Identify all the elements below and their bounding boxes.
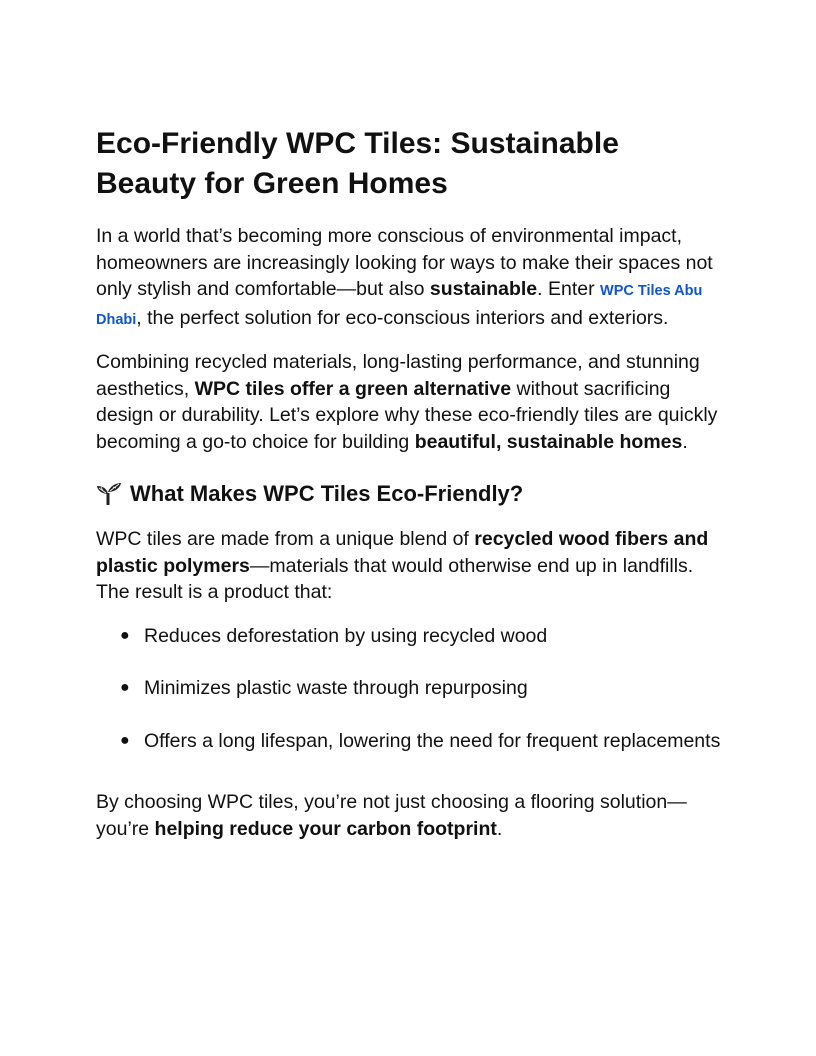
benefits-list <box>96 623 726 755</box>
page-title: Eco-Friendly WPC Tiles: Sustainable Beauty for Green Homes <box>96 127 619 200</box>
list-item <box>96 728 726 755</box>
section-heading <box>96 479 726 509</box>
bullet-icon: ● <box>120 626 130 644</box>
closing-text: . <box>496 817 503 840</box>
document-page <box>96 124 726 842</box>
bullet-icon: ● <box>120 731 130 749</box>
section-heading-text: What Makes WPC Tiles Eco-Friendly? <box>130 481 524 506</box>
list-item <box>96 623 726 650</box>
section-paragraph <box>96 526 726 606</box>
intro-text: . <box>682 430 688 453</box>
intro-bold-text: sustainable <box>429 278 538 300</box>
intro-text: Combining recycled materials, long-lasting performance, and stunning aesthetics, <box>96 351 700 400</box>
section-bold-text: recycled wood fibers and plastic polymers <box>96 528 709 577</box>
closing-bold-text: helping reduce your carbon footprint <box>154 817 497 840</box>
intro-text: without sacrificing design or durability. Let’s explore why these eco-friendly tiles are quickly becoming a go-to choice for building <box>96 377 718 453</box>
intro-text: , the perfect solution for eco-conscious interiors and exteriors. <box>136 306 669 329</box>
intro-bold-text: WPC tiles offer a green alternative <box>194 377 512 400</box>
intro-text: . Enter <box>537 278 601 300</box>
closing-text: By choosing WPC tiles, you’re not just choosing a flooring solution—you’re <box>96 791 687 840</box>
intro-paragraph-1 <box>96 223 726 333</box>
wpc-tiles-abu-dhabi-link[interactable]: WPC Tiles Abu Dhabi <box>96 283 703 328</box>
intro-text: In a world that’s becoming more conscious of environmental impact, homeowners are increasingly looking for ways to make their spaces not only stylish and comfortable—but also <box>96 225 713 300</box>
list-item <box>96 675 726 702</box>
intro-paragraph-2 <box>96 349 726 455</box>
spacer <box>96 780 726 789</box>
list-item-text: Reduces deforestation by using recycled wood <box>144 624 548 647</box>
list-item-text: Minimizes plastic waste through repurposing <box>144 677 528 699</box>
closing-paragraph <box>96 789 726 842</box>
list-item-text: Offers a long lifespan, lowering the need for frequent replacements <box>144 729 721 752</box>
intro-bold-text: beautiful, sustainable homes <box>414 430 683 453</box>
section-text: WPC tiles are made from a unique blend of <box>96 528 475 550</box>
seedling-icon <box>96 482 122 506</box>
section-text: —materials that would otherwise end up in landfills. The result is a product that: <box>96 554 694 603</box>
bullet-icon: ● <box>120 679 130 696</box>
